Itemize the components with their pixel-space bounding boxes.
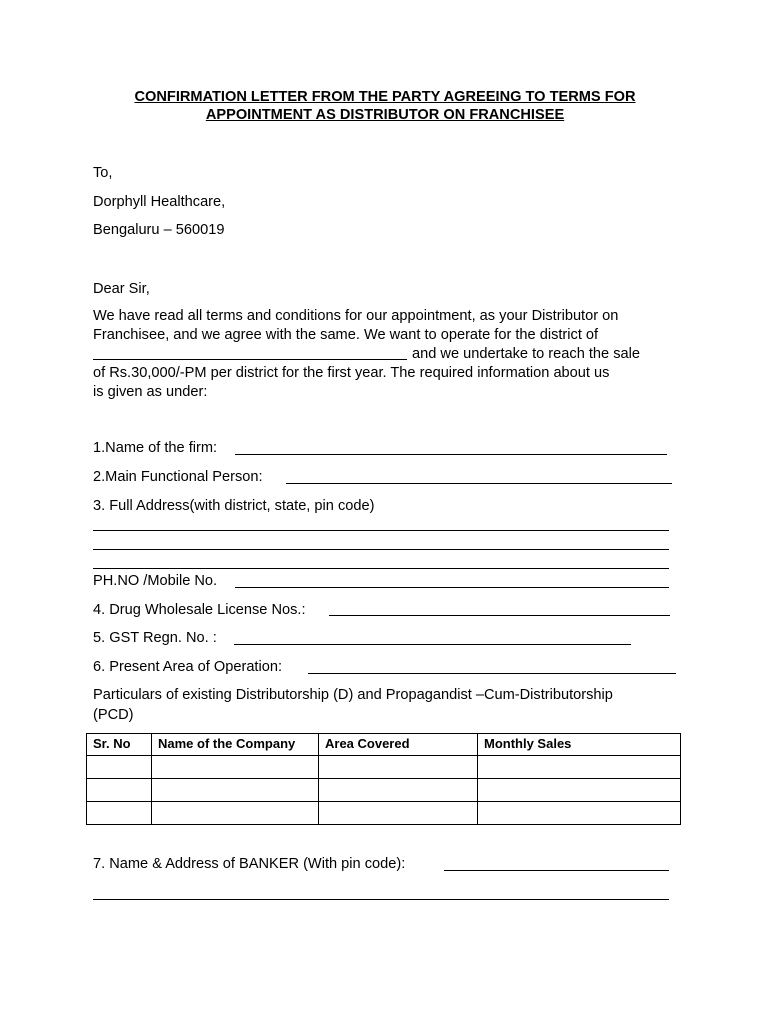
address-company: Dorphyll Healthcare, [93,194,226,210]
body-line-1: We have read all terms and conditions for our appointment, as your Distributor on [93,308,619,324]
table-cell [478,802,681,825]
drug-license-blank-line [329,615,670,616]
table-cell [478,779,681,802]
area-operation-label: 6. Present Area of Operation: [93,659,283,675]
body-line-5: is given as under: [93,384,208,400]
header-monthly-sales: Monthly Sales [478,734,681,756]
header-area-covered: Area Covered [319,734,478,756]
table-cell [152,756,319,779]
phone-label: PH.NO /Mobile No. [93,573,218,589]
table-cell [152,802,319,825]
area-operation-blank-line [308,673,676,674]
full-address-label: 3. Full Address(with district, state, pin code) [93,498,375,514]
table-cell [319,802,478,825]
table-row [87,756,681,779]
table-cell [87,756,152,779]
document-title-line-1: CONFIRMATION LETTER FROM THE PARTY AGREEING TO TERMS FOR [134,89,636,105]
table-row [87,779,681,802]
address-to: To, [93,165,113,181]
table-cell [87,802,152,825]
table-header-row [87,734,681,756]
gst-label: 5. GST Regn. No. : [93,630,217,646]
banker-blank-line-1 [444,870,669,871]
header-company-name: Name of the Company [152,734,319,756]
table-cell [478,756,681,779]
firm-name-blank-line [235,454,667,455]
body-line-4: of Rs.30,000/-PM per district for the first year. The required information about us [93,365,610,381]
address-blank-line-2 [93,549,669,550]
address-blank-line-3 [93,568,669,569]
main-person-blank-line [286,483,672,484]
gst-blank-line [234,644,631,645]
table-cell [152,779,319,802]
phone-blank-line [235,587,669,588]
document-title-line-2: APPOINTMENT AS DISTRIBUTOR ON FRANCHISEE [205,107,565,123]
banker-blank-line-2 [93,899,669,900]
address-city: Bengaluru – 560019 [93,222,225,238]
table-cell [319,779,478,802]
body-line-2: Franchisee, and we agree with the same. We want to operate for the district of [93,327,599,343]
header-sr-no: Sr. No [87,734,152,756]
particulars-line-2: (PCD) [93,707,134,723]
table-row [87,802,681,825]
firm-name-label: 1.Name of the firm: [93,440,218,456]
particulars-line-1: Particulars of existing Distributorship (D) and Propagandist –Cum-Distributorship [93,687,613,703]
body-line-3-tail: and we undertake to reach the sale [412,346,640,362]
drug-license-label: 4. Drug Wholesale License Nos.: [93,602,306,618]
distributorship-table [86,733,681,825]
banker-label: 7. Name & Address of BANKER (With pin code): [93,856,406,872]
address-blank-line-1 [93,530,669,531]
table-cell [87,779,152,802]
salutation: Dear Sir, [93,281,150,297]
district-blank-line [93,359,407,360]
table-cell [319,756,478,779]
main-person-label: 2.Main Functional Person: [93,469,263,485]
